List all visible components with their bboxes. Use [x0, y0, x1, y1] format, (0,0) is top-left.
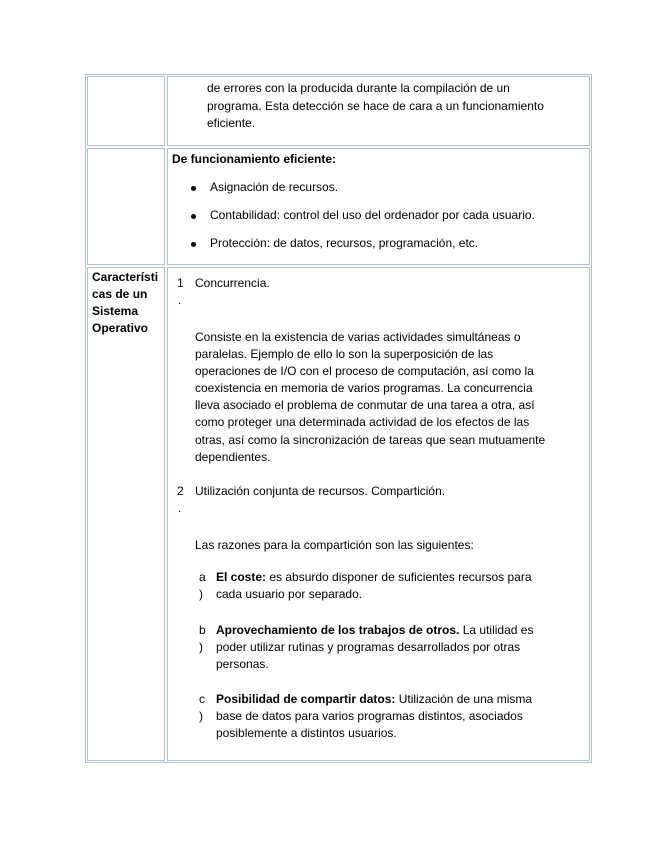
- text-line: operaciones de I/O con el proceso de computación, así como la: [195, 364, 534, 379]
- text-line: otras, así como la sincronización de tareas que sean mutuamente: [195, 432, 546, 447]
- list-number-dot: .: [178, 501, 182, 515]
- text-line: programa. Esta detección se hace de cara a un funcionamiento: [207, 98, 544, 113]
- table-row: [87, 267, 590, 761]
- text-line: posiblemente a distintos usuarios.: [216, 726, 397, 740]
- paragraph: [195, 329, 545, 466]
- table-cell-text: [167, 76, 590, 146]
- text-line: como proteger una determinada actividad de los efectos de las: [195, 415, 530, 430]
- sub-letter: c: [199, 692, 205, 706]
- text-line: dependientes.: [195, 449, 271, 464]
- sub-item-text: La utilidad es: [459, 623, 534, 637]
- sub-item: [216, 569, 532, 603]
- table-cell-empty: [87, 148, 165, 265]
- heading-line: cas de un: [92, 287, 148, 301]
- bullet-icon: [191, 242, 196, 247]
- sub-item: [216, 691, 532, 742]
- sub-paren: ): [199, 587, 203, 601]
- table-cell-list: [167, 148, 590, 265]
- text-line: poder utilizar rutinas y programas desarrollados por otras: [216, 640, 521, 654]
- section-title: De funcionamiento eficiente:: [172, 152, 337, 166]
- table-row: [87, 148, 590, 265]
- sub-paren: ): [199, 640, 203, 654]
- content-table: [85, 74, 592, 763]
- list-number: 1: [177, 276, 184, 290]
- table-cell-empty: [87, 76, 165, 146]
- intro-text: Las razones para la compartición son las siguientes:: [195, 538, 474, 552]
- list-item: Contabilidad: control del uso del ordenador por cada usuario.: [210, 208, 535, 222]
- heading-line: Sistema: [92, 304, 139, 318]
- row-heading: [92, 269, 162, 337]
- text-line: eficiente.: [207, 116, 256, 130]
- text-line: paralelas. Ejemplo de ello lo son la superposición de las: [195, 347, 494, 362]
- sub-item-text: es absurdo disponer de suficientes recursos para: [266, 570, 532, 584]
- sub-letter: b: [199, 623, 206, 637]
- table-row: [87, 76, 590, 146]
- text-line: de errores con la producida durante la compilación de un: [207, 81, 510, 95]
- heading-line: Operativo: [92, 321, 149, 335]
- list-item: Asignación de recursos.: [210, 180, 339, 194]
- heading-line: Característi: [92, 270, 159, 284]
- list-number: 2: [177, 484, 184, 498]
- text-block: [207, 80, 544, 133]
- text-line: coexistencia en memoria de varios programas. La concurrencia: [195, 381, 533, 396]
- table-cell-heading: [87, 267, 165, 761]
- text-line: Consiste en la existencia de varias actividades simultáneas o: [195, 330, 521, 344]
- text-line: base de datos para varios programas distintos, asociados: [216, 709, 523, 723]
- item-title: Concurrencia.: [195, 276, 270, 290]
- sub-item-bold: Posibilidad de compartir datos:: [216, 692, 396, 706]
- sub-letter: a: [199, 570, 206, 584]
- sub-item-bold: El coste:: [216, 570, 267, 584]
- bullet-icon: [191, 186, 196, 191]
- sub-item: [216, 622, 533, 673]
- sub-item-text: Utilización de una misma: [395, 692, 533, 706]
- item-title: Utilización conjunta de recursos. Compartición.: [195, 484, 446, 498]
- list-number-dot: .: [178, 293, 182, 307]
- sub-item-bold: Aprovechamiento de los trabajos de otros.: [216, 623, 460, 637]
- list-item: Protección: de datos, recursos, programación, etc.: [210, 236, 479, 250]
- bullet-icon: [191, 214, 196, 219]
- table-cell-content: [167, 267, 590, 761]
- text-line: cada usuario por separado.: [216, 587, 363, 601]
- sub-paren: ): [199, 709, 203, 723]
- text-line: personas.: [216, 657, 269, 671]
- text-line: lleva asociado el problema de conmutar de una tarea a otra, así: [195, 398, 535, 413]
